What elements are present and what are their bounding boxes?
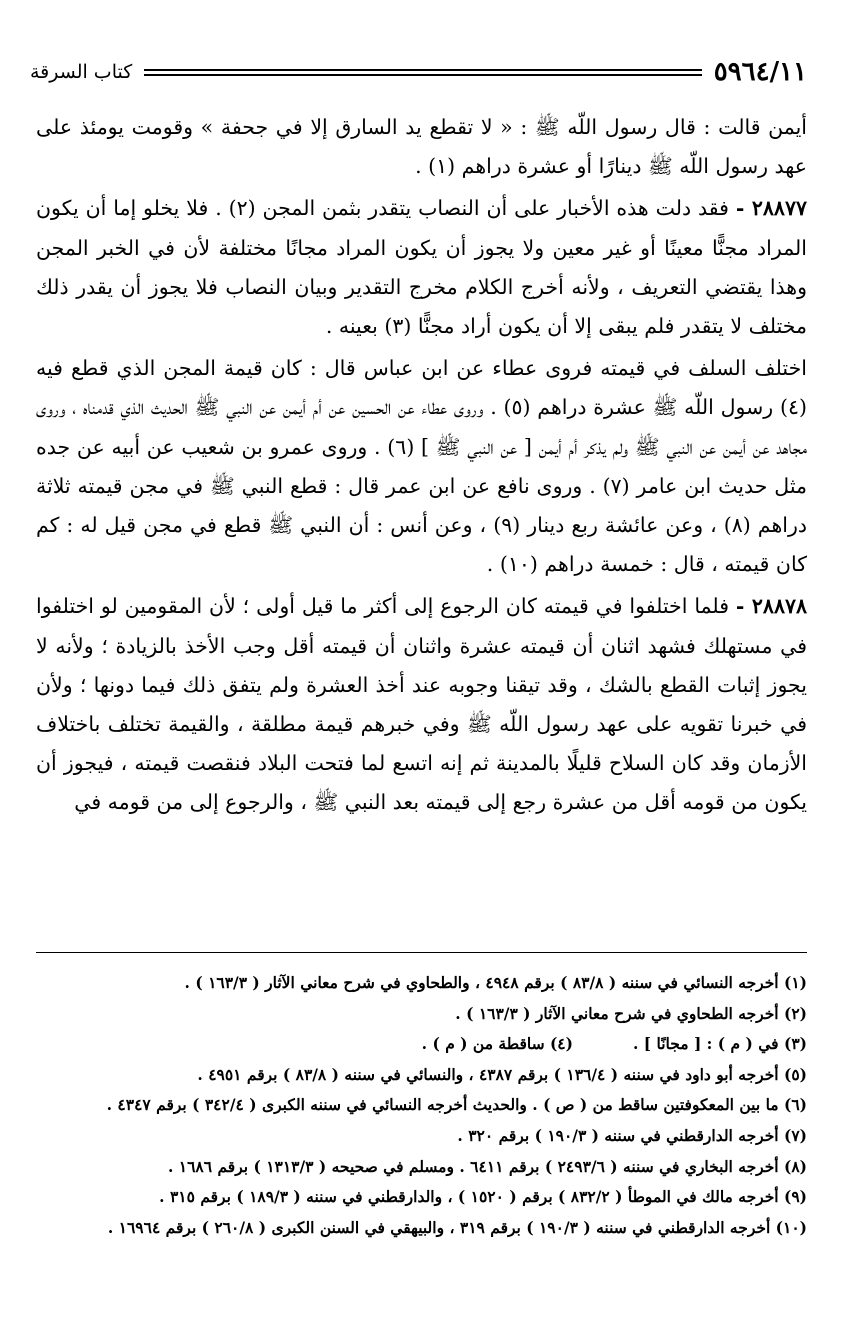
- footnote: (١٠) أخرجه الدارقطني في سننه ( ١٩٠/٣ ) برقم ٣١٩ ، والبيهقي في السنن الكبرى ( ٢٦٠/٨ ) برقم ١٦٩٦٤ .: [107, 1217, 807, 1237]
- footnote: (٧) أخرجه الدارقطني في سننه ( ١٩٠/٣ ) برقم ٣٢٠ .: [457, 1125, 807, 1145]
- paragraph-number: ٢٨٨٧٨ -: [735, 594, 807, 619]
- paragraph-text: فلما اختلفوا في قيمته كان الرجوع إلى أكثر ما قيل أولى ؛ لأن المقومين لو اختلفوا في مستهلك فشهد اثنان أن قيمته عشرة واثنان أن قيمته أقل وجب الأخذ بالزيادة ؛ ولأنه لا يجوز إثبات القطع بالشك ، وقد تيقنا وجوبه عند أخذ العشرة ولم يتفق ذلك فيما دونها ؛ ولأن في خبرنا تقويه على عهد رسول اللّه ﷺ وفي خبرهم قيمة مطلقة ، والقيمة تختلف باختلاف الأزمان وقد كان السلاح قليلًا بالمدينة ثم إنه اتسع لما فتحت البلاد فنقصت قيمته ، فيجوز أن يكون من قومه أقل من عشرة رجع إلى قيمته بعد النبي ﷺ ، والرجوع إلى من قومه في: [36, 594, 807, 815]
- footnote: (٣) في ( م ) : [ مجانًا ] .: [632, 1034, 807, 1054]
- paragraph-text: أيمن قالت : قال رسول اللّه ﷺ : « لا تقطع يد السارق إلا في جحفة » وقومت يومئذ على عهد رسول اللّه ﷺ دينارًا أو عشرة دراهم (١) .: [36, 115, 807, 179]
- book-title: كتاب السرقة: [30, 61, 133, 83]
- footnote: (٩) أخرجه مالك في الموطأ ( ٨٣٢/٢ ) برقم ( ١٥٢٠ ) ، والدارقطني في سننه ( ١٨٩/٣ ) برقم ٣١٥ .: [159, 1187, 807, 1207]
- paragraph: [36, 349, 807, 584]
- footnote: (١) أخرجه النسائي في سننه ( ٨٣/٨ ) برقم ٤٩٤٨ ، والطحاوي في شرح معاني الآثار ( ١٦٣/٣ ) .: [184, 973, 807, 992]
- main-text: [36, 108, 807, 823]
- paragraph-number: ٢٨٨٧٧ -: [735, 196, 807, 221]
- page-number: ٥٩٦٤/١١: [713, 57, 807, 87]
- footnote-row: [36, 1029, 807, 1060]
- paragraph-text: فقد دلت هذه الأخبار على أن النصاب يتقدر بثمن المجن (٢) . فلا يخلو إما أن يكون المراد مجنًّا معينًا أو غير معين ولا يجوز أن يكون المراد مجانًا مختلفة لأن في الخبر المجن وهذا يقتضي التعريف ، ولأنه أخرج الكلام مخرج التقدير وبيان النصاب فلا يجوز أن يقدر ذلك مختلف لا يتقدر فلم يبقى إلا أن يكون أراد مجنًّا (٣) بعينه .: [36, 196, 807, 339]
- footnotes: [36, 968, 807, 1243]
- footnote: (٥) أخرجه أبو داود في سننه ( ١٣٦/٤ ) برقم ٤٣٨٧ ، والنسائي في سننه ( ٨٣/٨ ) برقم ٤٩٥١ .: [197, 1064, 807, 1084]
- paragraph: [36, 189, 807, 346]
- paragraph: [36, 108, 807, 186]
- footnote: (٦) ما بين المعكوفتين ساقط من ( ص ) . والحديث أخرجه النسائي في سننه الكبرى ( ٣٤٢/٤ ) برقم ٤٣٤٧ .: [106, 1095, 807, 1115]
- footnote: (٢) أخرجه الطحاوي في شرح معاني الآثار ( ١٦٣/٣ ) .: [455, 1003, 807, 1023]
- paragraph: [36, 587, 807, 822]
- header-rule: [144, 69, 701, 76]
- footnote-separator: [36, 952, 807, 953]
- paragraph-text: اختلف السلف في قيمته فروى عطاء عن ابن عباس قال : كان قيمة المجن الذي قطع فيه (٤) رسول اللّه ﷺ عشرة دراهم (٥) . وروى عطاء عن الحسين عن أم أيمن عن النبي ﷺ الحديث الذي قدمناه ، وروى مجاهد عن أيمن عن النبي ﷺ ولم يذكر أم أيمن [ عن النبي ﷺ ] (٦) . وروى عمرو بن شعيب عن أبيه عن جده مثل حديث ابن عامر (٧) . وروى نافع عن ابن عمر قال : قطع النبي ﷺ في مجن قيمته ثلاثة دراهم (٨) ، وعن عائشة ربع دينار (٩) ، وعن أنس : أن النبي ﷺ قطع في مجن قيل له : كم كان قيمته ، قال : خمسة دراهم (١٠) .: [36, 356, 807, 577]
- page-header: [30, 52, 807, 92]
- footnote: (٨) أخرجه البخاري في سننه ( ٢٤٩٣/٦ ) برقم ٦٤١١ . ومسلم في صحيحه ( ١٣١٣/٣ ) برقم ١٦٨٦ .: [167, 1156, 807, 1176]
- footnote: (٤) ساقطة من ( م ) .: [421, 1034, 573, 1054]
